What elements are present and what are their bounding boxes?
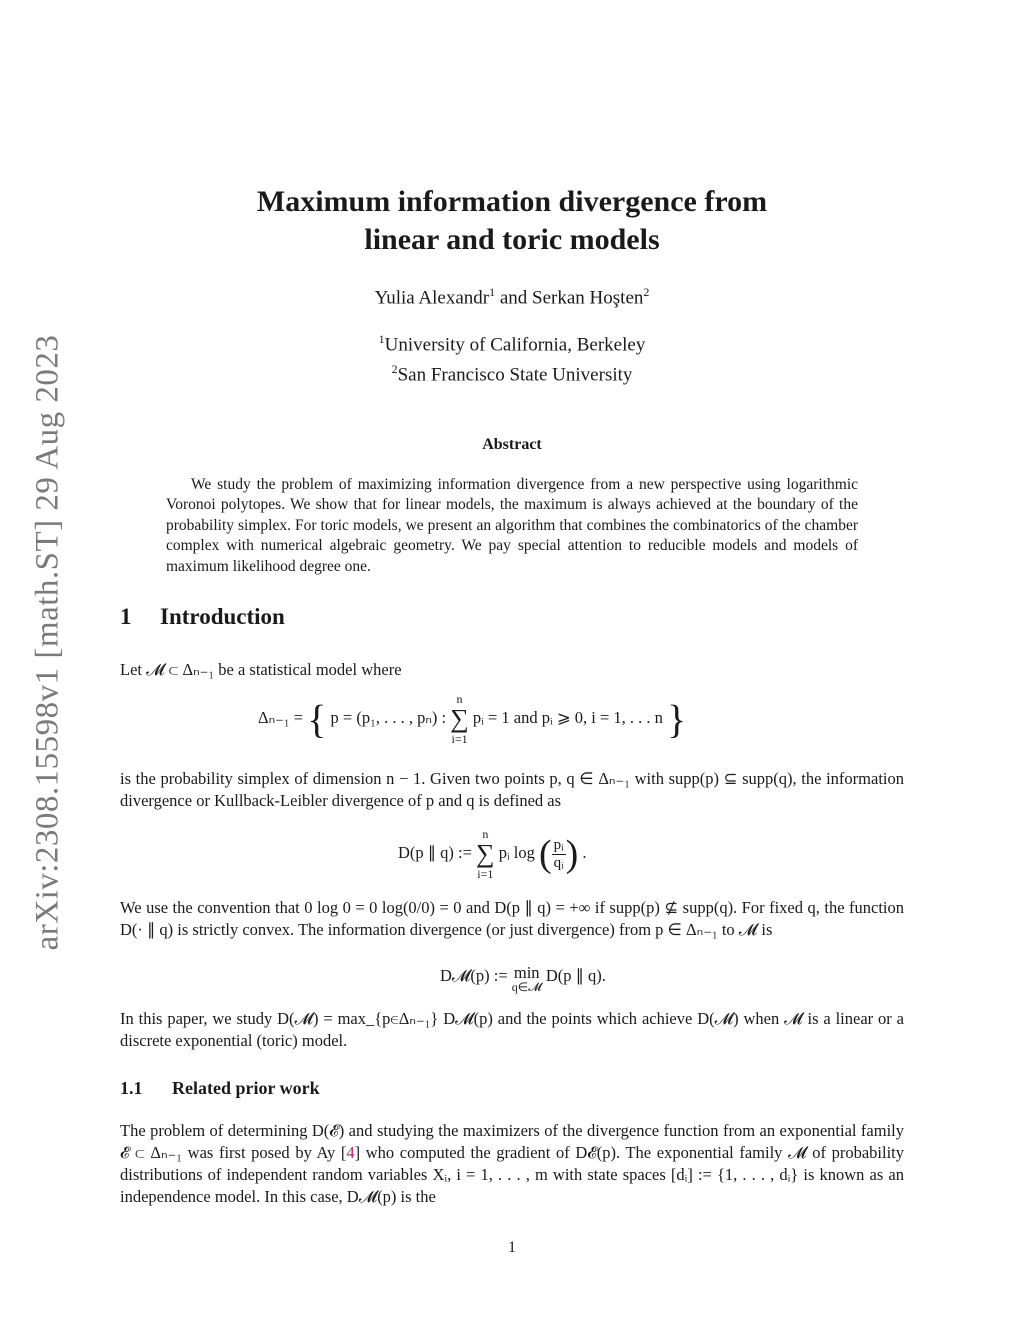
intro-paragraph-4: In this paper, we study D(𝓜) = max_{p∈Δₙ₋₁} D𝓜(p) and the points which achieve D(𝓜) when 𝓜 is a linear or a discrete exponential (toric) model.: [120, 1009, 904, 1050]
eq2-numerator: pᵢ: [553, 836, 564, 853]
author-joiner: and: [495, 287, 533, 309]
subsection-number: 1.1: [120, 1078, 143, 1098]
eq3-min: [511, 963, 542, 994]
author-1-name: Yulia Alexandr: [374, 287, 490, 309]
eq1-sum-sigma: ∑: [450, 704, 469, 733]
equation-kl-divergence: [398, 827, 587, 881]
eq3-min-subscript: q∈𝓜: [511, 980, 542, 994]
subsection-heading-related-work: [120, 1078, 320, 1099]
author-list: [140, 285, 884, 309]
intro-paragraph-2: is the probability simplex of dimension n − 1. Given two points p, q ∈ Δₙ₋₁ with supp(p) ⊆ supp(q), the information divergence or Kullback-Leibler divergence of p and q is defined as: [120, 769, 904, 810]
citation-link-4[interactable]: 4: [346, 1143, 355, 1162]
affiliation-2: [140, 357, 884, 387]
left-brace: {: [307, 696, 327, 742]
author-2-sup: 2: [643, 285, 650, 299]
abstract-heading: Abstract: [482, 436, 542, 453]
affiliation-2-sup: 2: [391, 362, 398, 377]
paper-title: [140, 183, 884, 259]
left-paren: (: [539, 833, 552, 875]
eq1-set-right: pᵢ = 1 and pᵢ ⩾ 0, i = 1, . . . n: [472, 707, 663, 727]
eq2-end: .: [582, 842, 587, 862]
abstract-body: We study the problem of maximizing information divergence from a new perspective using logarithmic Voronoi polytopes. We show that for linear models, the maximum is always achieved at the boundary of the probability simplex. For toric models, we present an algorithm that combines the combinatorics of the chamber complex with numerical algebraic geometry. We pay special attention to reducible models and models of maximum likelihood degree one.: [166, 476, 858, 575]
affiliation-list: [140, 327, 884, 388]
eq2-sum-sigma: ∑: [476, 839, 495, 868]
equation-simplex: [258, 692, 686, 746]
author-2-name: Serkan Hoşten: [532, 287, 644, 309]
eq1-sum-upper: n: [456, 692, 463, 706]
eq1-set-left: p = (p₁, . . . , pₙ) :: [330, 707, 447, 727]
affiliation-1: [140, 327, 884, 357]
arxiv-sidebar-stamp: [18, 330, 78, 954]
eq2-summation: [476, 827, 495, 881]
eq3-lhs: D𝓜(p) :=: [440, 966, 508, 985]
related-work-text-after-citation: ] who computed the gradient of D𝓔(p). The exponential family 𝓜 of probability distributions of independent random variables Xᵢ, i = 1, . . . , m with state spaces [dᵢ] := {1, . . . , dᵢ} is known as an independence model. In this case, D𝓜(p) is the: [120, 1143, 904, 1206]
eq2-fraction: [552, 837, 566, 872]
affiliation-2-text: San Francisco State University: [397, 364, 633, 386]
eq1-lhs: Δₙ₋₁ =: [258, 707, 304, 727]
section-heading-introduction: [120, 604, 285, 630]
author-1-sup: 1: [489, 285, 496, 299]
intro-paragraph-3: We use the convention that 0 log 0 = 0 log(0/0) = 0 and D(p ∥ q) = +∞ if supp(p) ⊈ supp(q). For fixed q, the function D(· ∥ q) is strictly convex. The information divergence (or just divergence) from p ∈ Δₙ₋₁ to 𝓜 is: [120, 898, 904, 939]
arxiv-stamp-text: arXiv:2308.15598v1 [math.ST] 29 Aug 2023: [29, 334, 66, 950]
right-brace: }: [667, 696, 687, 742]
eq1-sum-lower: i=1: [451, 732, 468, 746]
section-title: Introduction: [160, 604, 285, 629]
eq2-lhs: D(p ∥ q) :=: [398, 842, 472, 862]
title-line-2: linear and toric models: [364, 223, 660, 256]
page-number: 1: [508, 1239, 516, 1256]
eq1-summation: [450, 692, 469, 746]
intro-paragraph-1: Let 𝓜 ⊂ Δₙ₋₁ be a statistical model where: [120, 660, 402, 679]
equation-model-divergence: [440, 963, 606, 994]
affiliation-1-sup: 1: [378, 332, 385, 346]
eq3-rhs: D(p ∥ q).: [545, 966, 606, 985]
affiliation-1-text: University of California, Berkeley: [384, 334, 646, 356]
related-work-paragraph: [120, 1120, 904, 1208]
eq2-sum-upper: n: [482, 827, 489, 841]
eq2-term: pᵢ log: [498, 842, 535, 862]
eq3-min-word: min: [513, 963, 540, 982]
section-number: 1: [120, 604, 132, 629]
eq2-sum-lower: i=1: [477, 867, 494, 881]
right-paren: ): [565, 833, 579, 875]
subsection-title: Related prior work: [172, 1078, 320, 1098]
title-line-1: Maximum information divergence from: [256, 185, 768, 218]
related-work-text-before-citation: The problem of determining D(𝓔) and studying the maximizers of the divergence function from an exponential family 𝓔 ⊂ Δₙ₋₁ was first posed by Ay [: [120, 1121, 904, 1162]
eq2-denominator: qᵢ: [553, 854, 564, 871]
